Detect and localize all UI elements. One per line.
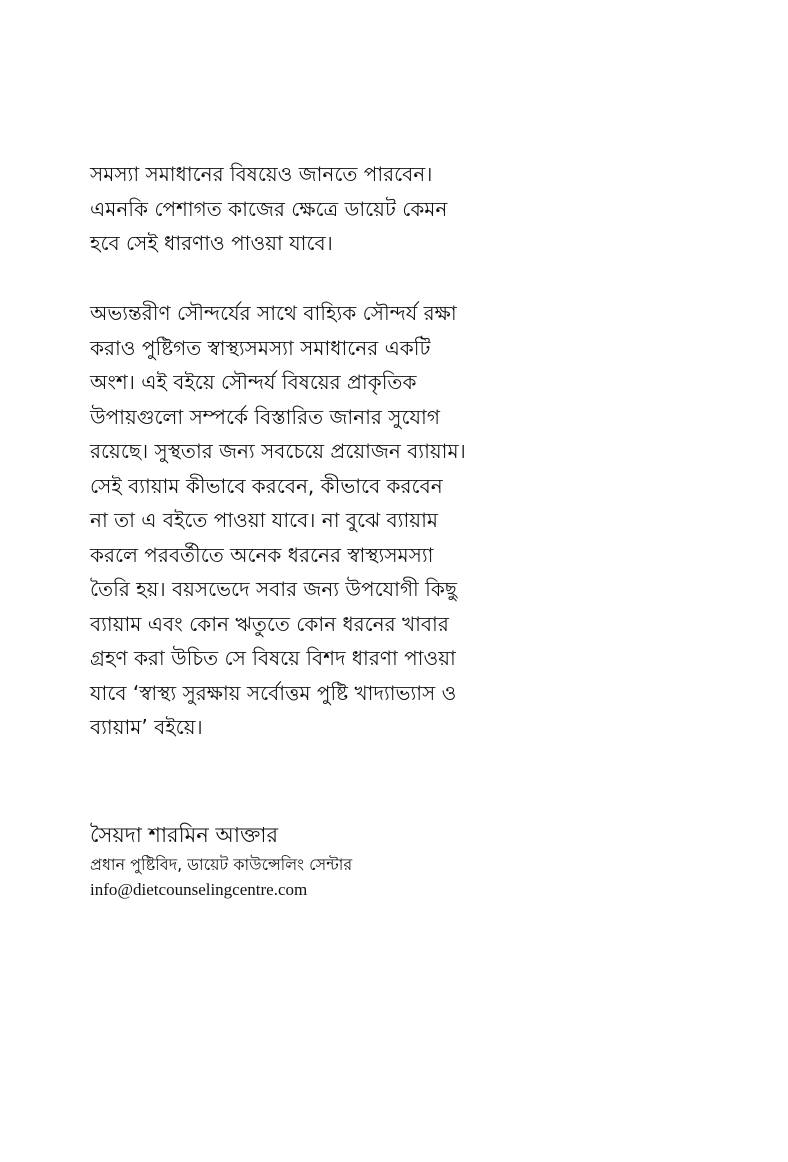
text-line: করাও পুষ্টিগত স্বাস্থ্যসমস্যা সমাধানের একটি <box>90 335 431 360</box>
author-email: info@dietcounselingcentre.com <box>90 880 308 899</box>
text-line: করলে পরবর্তীতে অনেক ধরনের স্বাস্থ্যসমস্যা <box>90 542 434 567</box>
text-line: যাবে ‘স্বাস্থ্য সুরক্ষায় সর্বোত্তম পুষ্টি খাদ্যাভ্যাস ও <box>90 680 457 705</box>
text-line: অভ্যন্তরীণ সৌন্দর্যের সাথে বাহ্যিক সৌন্দর্য রক্ষা <box>90 301 457 325</box>
author-role: প্রধান পুষ্টিবিদ, ডায়েট কাউন্সেলিং সেন্টার <box>90 855 353 874</box>
author-name: সৈয়দা শারমিন আক্তার <box>90 823 279 847</box>
text-line: ব্যায়াম’ বইয়ে। <box>90 715 203 739</box>
text-line: তৈরি হয়। বয়সভেদে সবার জন্য উপযোগী কিছু <box>90 577 457 601</box>
text-line: সমস্যা সমাধানের বিষয়েও জানতে পারবেন। <box>90 162 433 186</box>
text-line: না তা এ বইতে পাওয়া যাবে। না বুঝে ব্যায়াম <box>90 508 438 532</box>
paragraph-intro <box>90 157 447 261</box>
text-line: উপায়গুলো সম্পর্কে বিস্তারিত জানার সুযোগ <box>90 404 440 429</box>
text-line: ব্যায়াম এবং কোন ঋতুতে কোন ধরনের খাবার <box>90 611 449 636</box>
text-line: হবে সেই ধারণাও পাওয়া যাবে। <box>90 231 333 255</box>
text-line: অংশ। এই বইয়ে সৌন্দর্য বিষয়ের প্রাকৃতিক <box>90 370 417 394</box>
text-line: সেই ব্যায়াম কীভাবে করবেন, কীভাবে করবেন <box>90 473 443 498</box>
paragraph-body <box>90 296 466 745</box>
author-signature <box>90 818 352 902</box>
text-line: এমনকি পেশাগত কাজের ক্ষেত্রে ডায়েট কেমন <box>90 196 448 221</box>
text-line: গ্রহণ করা উচিত সে বিষয়ে বিশদ ধারণা পাওয়া <box>90 646 456 670</box>
text-line: রয়েছে। সুস্থতার জন্য সবচেয়ে প্রয়োজন ব্যায়াম। <box>90 439 466 463</box>
